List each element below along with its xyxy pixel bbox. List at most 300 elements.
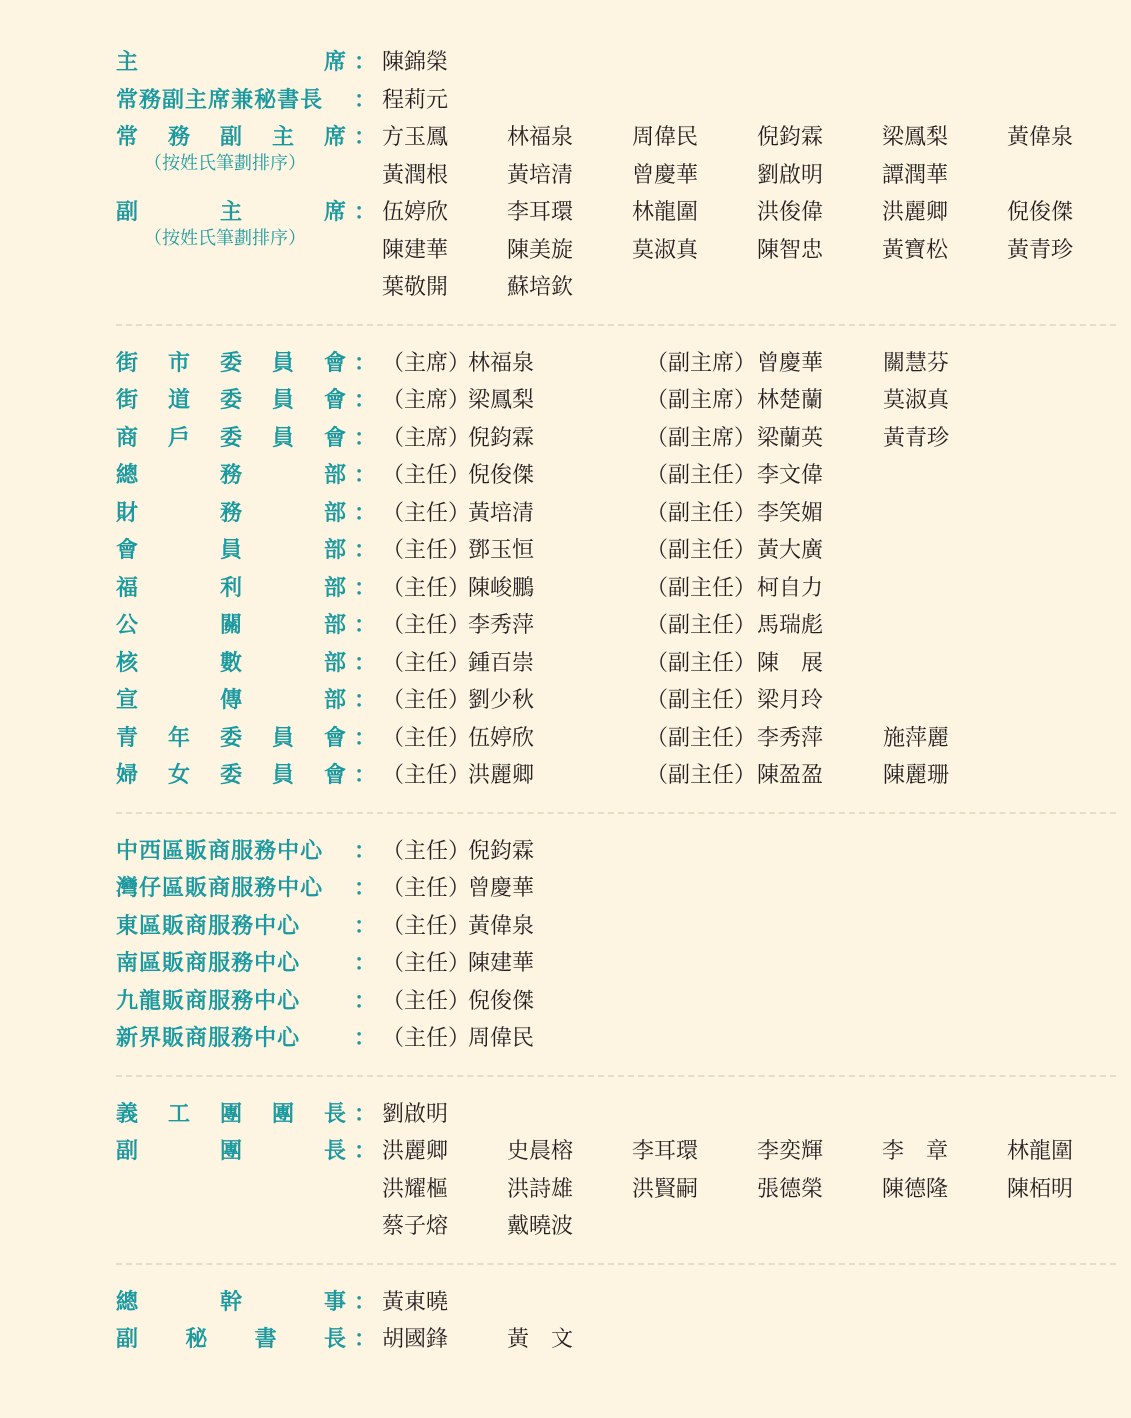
label-char: 席 (323, 200, 346, 225)
label-char: 務 (139, 87, 163, 113)
role-tag: （主任） (382, 538, 471, 563)
label-char: 龍 (139, 988, 163, 1014)
label-char: 席 (323, 50, 346, 75)
label-char: 務 (167, 125, 190, 150)
label-char: 女 (167, 763, 190, 788)
colon: ： (354, 200, 377, 225)
sort-note: （按姓氏筆劃排序） (144, 153, 306, 174)
label-char: 會 (116, 538, 139, 563)
row-label (116, 388, 346, 414)
officer-row (116, 1133, 1116, 1171)
member-name: 梁鳳梨 (882, 125, 949, 150)
member-name: 胡國鋒 (382, 1327, 449, 1352)
role-tag: （副主席） (646, 350, 757, 376)
member-name: 黃偉泉 (468, 913, 535, 939)
label-char: 商 (208, 838, 232, 864)
officer-row (116, 232, 1116, 270)
row-label (116, 50, 346, 76)
colon: ： (354, 463, 377, 488)
label-char: 販 (185, 876, 209, 901)
committee-row (116, 645, 1116, 683)
label-char: 財 (116, 500, 139, 526)
label-char: 關 (219, 613, 242, 638)
member-name: 莫淑真 (632, 237, 699, 263)
officer-row (116, 119, 1116, 174)
label-char: 心 (277, 1026, 301, 1051)
divider (116, 324, 1116, 326)
member-name: 陳德隆 (882, 1176, 949, 1202)
label-char: 委 (219, 425, 242, 451)
committee-row (116, 720, 1116, 758)
label-char: 主 (219, 200, 242, 225)
label-char: 部 (323, 500, 346, 526)
label-char: 團 (271, 1101, 294, 1127)
label-char: 秘 (254, 87, 278, 113)
member-name: 黃東曉 (382, 1289, 449, 1315)
role-tag: （副主任） (646, 650, 757, 676)
member-name: 黃潤根 (382, 162, 449, 188)
label-char: 會 (323, 725, 346, 751)
committee-row (116, 983, 1116, 1021)
role-tag: （副主任） (646, 500, 757, 526)
label-char: 戶 (167, 425, 190, 451)
label-char: 核 (116, 650, 139, 676)
officer-row (116, 1096, 1116, 1134)
colon: ： (354, 575, 377, 601)
colon: ： (354, 913, 377, 939)
label-char: 西 (139, 838, 163, 864)
officer-row (116, 194, 1116, 249)
label-char: 總 (116, 463, 139, 488)
member-name: 程莉元 (382, 87, 449, 113)
member-name: 劉啟明 (757, 162, 824, 188)
label-char: 中 (116, 838, 140, 864)
committee-row (116, 457, 1116, 495)
label-char: 書 (254, 1327, 277, 1352)
label-char: 九 (116, 988, 140, 1014)
label-char: 員 (271, 350, 294, 376)
label-char: 商 (185, 988, 209, 1014)
member-name: 李耳環 (507, 200, 574, 225)
role-tag: （主任） (382, 988, 471, 1014)
member-name: 蔡子熔 (382, 1214, 449, 1239)
label-char: 服 (208, 988, 232, 1014)
label-char: 秘 (185, 1327, 208, 1352)
label-char: 界 (139, 1026, 163, 1051)
member-name: 黃 文 (507, 1327, 574, 1352)
label-char: 副 (219, 125, 242, 150)
row-label (116, 576, 346, 602)
role-tag: （副主任） (646, 575, 757, 601)
label-char: 務 (231, 913, 255, 939)
member-name: 倪俊傑 (468, 988, 535, 1014)
member-name: 倪俊傑 (1007, 200, 1074, 225)
label-char: 中 (254, 988, 278, 1014)
label-char: 團 (219, 1101, 242, 1127)
member-name: 黃青珍 (883, 425, 950, 451)
committee-row (116, 532, 1116, 570)
label-char: 團 (219, 1139, 242, 1164)
label-char: 商 (208, 876, 232, 901)
label-char: 席 (208, 87, 232, 113)
label-char: 副 (116, 200, 139, 225)
officer-row (116, 1208, 1116, 1246)
label-char: 販 (162, 913, 186, 939)
label-char: 會 (323, 350, 346, 376)
role-tag: （主任） (382, 688, 471, 713)
row-label (116, 426, 346, 452)
label-char: 務 (231, 988, 255, 1014)
colon: ： (354, 500, 377, 526)
role-tag: （主席） (382, 350, 471, 376)
label-char: 委 (219, 725, 242, 751)
label-char: 公 (116, 613, 139, 638)
role-tag: （副主任） (646, 763, 757, 788)
officer-list (116, 44, 1116, 1359)
row-label (116, 200, 346, 226)
role-tag: （副主任） (646, 463, 757, 488)
officer-row (116, 44, 1116, 82)
row-label (116, 613, 346, 639)
label-char: 利 (219, 575, 242, 601)
label-char: 副 (162, 87, 186, 113)
label-char: 副 (116, 1327, 139, 1352)
label-char: 務 (219, 463, 242, 488)
member-name: 柯自力 (757, 575, 824, 601)
committee-row (116, 757, 1116, 795)
label-char: 服 (231, 876, 255, 901)
label-char: 服 (208, 913, 232, 939)
member-name: 陳建華 (382, 237, 449, 263)
member-name: 梁月玲 (757, 688, 824, 713)
row-label (116, 876, 346, 902)
label-char: 福 (116, 575, 139, 601)
label-char: 區 (162, 838, 186, 864)
member-name: 洪麗卿 (882, 200, 949, 225)
member-name: 李耳環 (632, 1139, 699, 1164)
label-char: 書 (277, 87, 301, 113)
label-char: 數 (219, 650, 242, 676)
committee-row (116, 945, 1116, 983)
row-label (116, 688, 346, 714)
role-tag: （副主任） (646, 725, 757, 751)
colon: ： (354, 87, 377, 113)
row-label (116, 1327, 346, 1353)
member-name: 李奕輝 (757, 1139, 824, 1164)
label-char: 販 (162, 1026, 186, 1051)
label-char: 長 (323, 1101, 346, 1127)
label-char: 中 (254, 1026, 278, 1051)
member-name: 梁蘭英 (757, 425, 824, 451)
colon: ： (354, 1327, 377, 1352)
row-label (116, 951, 346, 977)
role-tag: （主任） (382, 763, 471, 788)
member-name: 李秀萍 (757, 725, 824, 751)
colon: ： (354, 1026, 377, 1051)
label-char: 兼 (231, 87, 255, 113)
role-tag: （副主任） (646, 538, 757, 563)
member-name: 劉少秋 (468, 688, 535, 713)
sort-note: （按姓氏筆劃排序） (144, 228, 306, 249)
role-tag: （主席） (382, 425, 471, 451)
label-char: 委 (219, 763, 242, 788)
member-name: 李笑媚 (757, 500, 824, 526)
role-tag: （副主席） (646, 425, 757, 451)
divider (116, 1075, 1116, 1077)
row-label (116, 989, 346, 1015)
role-tag: （主任） (382, 725, 471, 751)
row-label (116, 763, 346, 789)
member-name: 陳麗珊 (883, 763, 950, 788)
committee-row (116, 682, 1116, 720)
member-name: 劉啟明 (382, 1101, 449, 1127)
label-char: 員 (271, 725, 294, 751)
member-name: 李秀萍 (468, 613, 535, 638)
member-name: 洪詩雄 (507, 1176, 574, 1202)
role-tag: （副主任） (646, 613, 757, 638)
section-top (116, 44, 1116, 307)
label-char: 長 (323, 1327, 346, 1352)
member-name: 黃大廣 (757, 538, 824, 563)
officer-row (116, 1321, 1116, 1359)
row-label (116, 1139, 346, 1165)
label-char: 中 (277, 876, 301, 901)
label-char: 年 (167, 725, 190, 751)
colon: ： (354, 876, 377, 901)
member-name: 林楚蘭 (757, 388, 824, 413)
committee-row (116, 345, 1116, 383)
colon: ： (354, 538, 377, 563)
role-tag: （副主任） (646, 688, 757, 713)
member-name: 倪鈞霖 (468, 838, 535, 864)
role-tag: （主任） (382, 575, 471, 601)
label-char: 新 (116, 1026, 140, 1051)
member-name: 史晨榕 (507, 1139, 574, 1164)
member-name: 林福泉 (468, 350, 535, 376)
officer-row (116, 82, 1116, 120)
committee-row (116, 420, 1116, 458)
label-char: 心 (300, 838, 324, 864)
label-char: 委 (219, 350, 242, 376)
label-char: 務 (254, 876, 278, 901)
member-name: 曾慶華 (468, 876, 535, 901)
member-name: 陳建華 (468, 951, 535, 976)
row-label (116, 839, 346, 865)
label-char: 販 (185, 838, 209, 864)
label-char: 服 (208, 951, 232, 976)
row-label (116, 1026, 346, 1052)
member-name: 施萍麗 (883, 725, 950, 751)
label-char: 常 (116, 125, 139, 150)
officer-row (116, 269, 1116, 307)
member-name: 周偉民 (468, 1026, 535, 1051)
label-char: 東 (116, 913, 140, 939)
member-name: 鍾百崇 (468, 650, 535, 676)
colon: ： (354, 613, 377, 638)
committee-row (116, 833, 1116, 871)
label-char: 部 (323, 538, 346, 563)
label-char: 務 (231, 951, 255, 976)
label-char: 販 (162, 951, 186, 976)
member-name: 鄧玉恒 (468, 538, 535, 563)
member-name: 黃寶松 (882, 237, 949, 263)
colon: ： (354, 1101, 377, 1127)
officer-row (116, 1284, 1116, 1322)
label-char: 會 (323, 425, 346, 451)
row-label (116, 125, 346, 151)
label-char: 市 (167, 350, 190, 376)
member-name: 陳美旋 (507, 237, 574, 263)
member-name: 倪俊傑 (468, 463, 535, 488)
label-char: 員 (271, 763, 294, 788)
label-char: 總 (116, 1289, 139, 1315)
colon: ： (354, 688, 377, 713)
member-name: 陳錦榮 (382, 50, 449, 75)
label-char: 婦 (116, 763, 139, 788)
member-name: 馬瑞彪 (757, 613, 824, 638)
member-name: 林龍圍 (1007, 1139, 1074, 1164)
section-volunteers (116, 1096, 1116, 1246)
label-char: 商 (185, 913, 209, 939)
label-char: 部 (323, 575, 346, 601)
label-char: 區 (162, 876, 186, 901)
row-label (116, 351, 346, 377)
member-name: 陳 展 (757, 650, 824, 676)
row-label (116, 88, 346, 114)
label-char: 灣 (116, 876, 140, 901)
member-name: 陳盈盈 (757, 763, 824, 788)
member-name: 林龍圍 (632, 200, 699, 225)
row-label (116, 1290, 346, 1316)
role-tag: （主任） (382, 951, 471, 976)
label-char: 席 (323, 125, 346, 150)
member-name: 莫淑真 (883, 388, 950, 413)
member-name: 周偉民 (632, 125, 699, 150)
colon: ： (354, 425, 377, 451)
role-tag: （主任） (382, 463, 471, 488)
label-char: 幹 (219, 1289, 242, 1315)
role-tag: （主任） (382, 613, 471, 638)
colon: ： (354, 988, 377, 1014)
label-char: 青 (116, 725, 139, 751)
member-name: 曾慶華 (632, 162, 699, 188)
label-char: 心 (277, 913, 301, 939)
label-char: 員 (219, 538, 242, 563)
member-name: 林福泉 (507, 125, 574, 150)
committee-row (116, 870, 1116, 908)
row-label (116, 1102, 346, 1128)
colon: ： (354, 650, 377, 676)
colon: ： (354, 50, 377, 75)
member-name: 洪俊偉 (757, 200, 824, 225)
committee-row (116, 495, 1116, 533)
label-char: 仔 (139, 876, 163, 901)
label-char: 心 (300, 876, 324, 901)
member-name: 關慧芬 (883, 350, 950, 376)
label-char: 常 (116, 87, 140, 113)
role-tag: （主任） (382, 913, 471, 939)
member-name: 倪鈞霖 (757, 125, 824, 150)
role-tag: （主任） (382, 500, 471, 526)
label-char: 工 (167, 1101, 190, 1127)
label-char: 部 (323, 688, 346, 713)
member-name: 張德榮 (757, 1176, 824, 1202)
member-name: 洪賢嗣 (632, 1176, 699, 1202)
colon: ： (354, 725, 377, 751)
section-centres (116, 833, 1116, 1058)
officer-row (116, 157, 1116, 195)
member-name: 戴曉波 (507, 1214, 574, 1239)
label-char: 會 (323, 763, 346, 788)
label-char: 服 (208, 1026, 232, 1051)
member-name: 梁鳳梨 (468, 388, 535, 413)
colon: ： (354, 125, 377, 150)
role-tag: （主席） (382, 388, 471, 413)
member-name: 黃培清 (507, 162, 574, 188)
label-char: 街 (116, 388, 139, 413)
label-char: 傳 (219, 688, 242, 713)
label-char: 道 (167, 388, 190, 413)
label-char: 服 (231, 838, 255, 864)
label-char: 中 (254, 951, 278, 976)
colon: ： (354, 1289, 377, 1315)
row-label (116, 726, 346, 752)
colon: ： (354, 763, 377, 788)
label-char: 主 (185, 87, 209, 113)
member-name: 陳峻鵬 (468, 575, 535, 601)
label-char: 區 (139, 951, 163, 976)
role-tag: （副主席） (646, 388, 757, 413)
member-name: 譚潤華 (882, 162, 949, 188)
label-char: 中 (277, 838, 301, 864)
label-char: 商 (185, 951, 209, 976)
member-name: 洪耀樞 (382, 1176, 449, 1202)
label-char: 長 (323, 1139, 346, 1164)
label-char: 委 (219, 388, 242, 413)
label-char: 副 (116, 1139, 139, 1164)
member-name: 黃偉泉 (1007, 125, 1074, 150)
role-tag: （主任） (382, 1026, 471, 1051)
label-char: 部 (323, 650, 346, 676)
label-char: 商 (185, 1026, 209, 1051)
label-char: 員 (271, 388, 294, 413)
row-label (116, 501, 346, 527)
role-tag: （主任） (382, 650, 471, 676)
officer-row (116, 1171, 1116, 1209)
label-char: 販 (162, 988, 186, 1014)
label-char: 主 (116, 50, 139, 75)
label-char: 員 (271, 425, 294, 451)
label-char: 會 (323, 388, 346, 413)
member-name: 陳智忠 (757, 237, 824, 263)
member-name: 曾慶華 (757, 350, 824, 376)
member-name: 葉敬開 (382, 275, 449, 300)
label-char: 街 (116, 350, 139, 376)
section-committees (116, 345, 1116, 795)
row-label (116, 463, 346, 489)
label-char: 務 (254, 838, 278, 864)
label-char: 事 (323, 1289, 346, 1315)
member-name: 伍婷欣 (468, 725, 535, 751)
member-name: 洪麗卿 (468, 763, 535, 788)
member-name: 李 章 (882, 1139, 949, 1164)
member-name: 陳栢明 (1007, 1176, 1074, 1202)
committee-row (116, 908, 1116, 946)
label-char: 心 (277, 988, 301, 1014)
label-char: 部 (323, 463, 346, 488)
member-name: 倪鈞霖 (468, 425, 535, 451)
role-tag: （主任） (382, 838, 471, 864)
